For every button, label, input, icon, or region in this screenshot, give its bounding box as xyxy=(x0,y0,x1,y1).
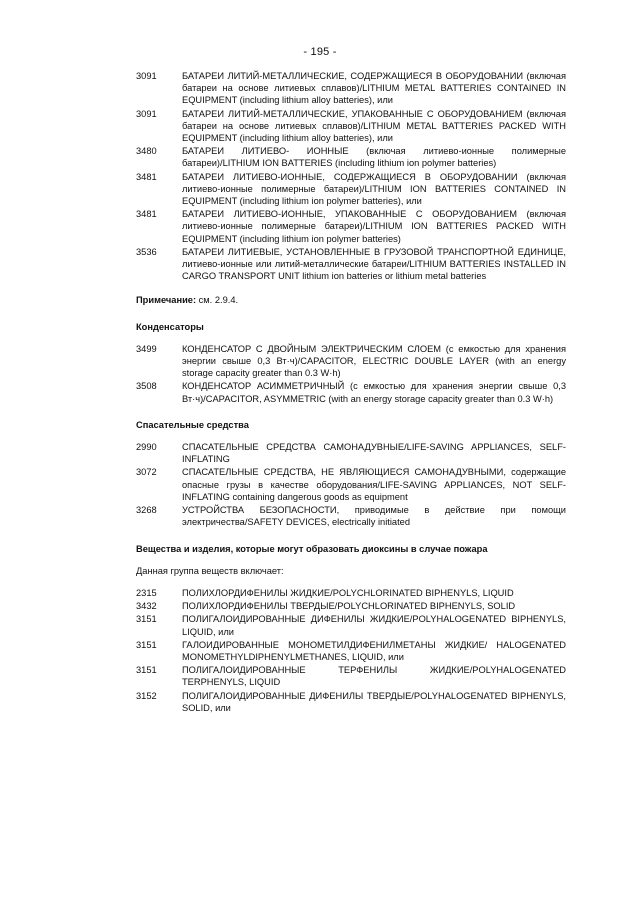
entry-text: ПОЛИГАЛОИДИРОВАННЫЕ ДИФЕНИЛЫ ТВЕРДЫЕ/POLYHALOGENATED BIPHENYLS, SOLID, или xyxy=(182,690,566,713)
un-number: 3481 xyxy=(136,209,157,220)
note-paragraph xyxy=(136,294,566,306)
un-number: 2315 xyxy=(136,587,157,598)
dioxin-list xyxy=(136,587,566,714)
note-text: см. 2.9.4. xyxy=(196,295,239,306)
list-item xyxy=(136,587,566,599)
list-item xyxy=(136,600,566,612)
entry-text: БАТАРЕИ ЛИТИЙ-МЕТАЛЛИЧЕСКИЕ, УПАКОВАННЫЕ С ОБОРУДОВАНИЕМ (включая батареи на основе литиевых сплавов)/LITHIUM METAL BATTERIES PACKED WITH EQUIPMENT (including lithium alloy batteries), или xyxy=(182,108,566,144)
list-item xyxy=(136,246,566,283)
entry-text: ПОЛИГАЛОИДИРОВАННЫЕ ТЕРФЕНИЛЫ ЖИДКИЕ/POLYHALOGENATED TERPHENYLS, LIQUID xyxy=(182,665,566,688)
un-number: 3091 xyxy=(136,71,157,81)
un-number: 3432 xyxy=(136,601,157,612)
un-number: 3151 xyxy=(136,639,157,650)
entry-text: БАТАРЕИ ЛИТИЕВЫЕ, УСТАНОВЛЕННЫЕ В ГРУЗОВОЙ ТРАНСПОРТНОЙ ЕДИНИЦЕ, литиево-ионные или литий-металлические батареи/LITHIUM BATTERIES INSTALLED IN CARGO TRANSPORT UNIT lithium ion batteries or lithium metal batteries xyxy=(182,246,566,282)
list-item xyxy=(136,108,566,145)
un-number: 3499 xyxy=(136,343,157,354)
entry-text: ПОЛИХЛОРДИФЕНИЛЫ ТВЕРДЫЕ/POLYCHLORINATED BIPHENYLS, SOLID xyxy=(182,601,516,612)
page-number: - 195 - xyxy=(303,46,337,58)
list-item xyxy=(136,441,566,465)
list-item xyxy=(136,171,566,208)
un-number: 3480 xyxy=(136,146,157,157)
un-number: 3151 xyxy=(136,665,157,676)
entry-text: БАТАРЕИ ЛИТИЕВО-ИОННЫЕ, УПАКОВАННЫЕ С ОБОРУДОВАНИЕМ (включая литиево-ионные полимерные батареи)/LITHIUM ION BATTERIES PACKED WITH EQUIPMENT (including lithium ion polymer batteries) xyxy=(182,209,566,244)
un-number: 3072 xyxy=(136,467,157,478)
un-number: 3091 xyxy=(136,108,157,119)
list-item xyxy=(136,343,566,380)
list-item xyxy=(136,145,566,169)
list-item xyxy=(136,664,566,688)
un-number: 3268 xyxy=(136,505,157,516)
list-item xyxy=(136,613,566,637)
battery-list xyxy=(136,70,566,282)
note-label: Примечание: xyxy=(136,295,197,306)
entry-text: КОНДЕНСАТОР АСИММЕТРИЧНЫЙ (с емкостью для хранения энергии свыше 0,3 Вт·ч)/CAPACITOR, ASYMMETRIC (with an energy storage capacity greater than 0.3 W·h) xyxy=(182,381,566,404)
list-item xyxy=(136,70,566,107)
list-item xyxy=(136,466,566,503)
un-number: 3151 xyxy=(136,614,157,625)
un-number: 3481 xyxy=(136,171,157,182)
lifesaving-list xyxy=(136,441,566,528)
entry-text: СПАСАТЕЛЬНЫЕ СРЕДСТВА, НЕ ЯВЛЯЮЩИЕСЯ САМОНАДУВНЫМИ, содержащие опасные грузы в качестве оборудования/LIFE-SAVING APPLIANCES, NOT SELF-INFLATING containing dangerous goods as equipment xyxy=(182,467,566,502)
entry-text: СПАСАТЕЛЬНЫЕ СРЕДСТВА САМОНАДУВНЫЕ/LIFE-SAVING APPLIANCES, SELF-INFLATING xyxy=(182,442,566,465)
entry-text: ПОЛИХЛОРДИФЕНИЛЫ ЖИДКИЕ/POLYCHLORINATED BIPHENYLS, LIQUID xyxy=(182,587,514,598)
section-heading-capacitors: Конденсаторы xyxy=(136,321,204,332)
entry-text: УСТРОЙСТВА БЕЗОПАСНОСТИ, приводимые в действие при помощи электричества/SAFETY DEVICES, electrically initiated xyxy=(182,505,566,528)
entry-text: БАТАРЕИ ЛИТИЕВО- ИОННЫЕ (включая литиево-ионные полимерные батареи)/LITHIUM ION BATTERIES (including lithium ion polymer batteries) xyxy=(182,146,566,169)
section-heading-lifesaving: Спасательные средства xyxy=(136,419,249,430)
page-content xyxy=(136,70,566,715)
section-intro: Данная группа веществ включает: xyxy=(136,565,284,576)
list-item xyxy=(136,504,566,528)
entry-text: КОНДЕНСАТОР С ДВОЙНЫМ ЭЛЕКТРИЧЕСКИМ СЛОЕМ (с емкостью для хранения энергии свыше 0,3 Вт·ч)/CAPACITOR, ELECTRIC DOUBLE LAYER (with an energy storage capacity greater than 0.3 W·h) xyxy=(182,343,566,379)
un-number: 3152 xyxy=(136,690,157,701)
un-number: 3536 xyxy=(136,246,157,257)
entry-text: ГАЛОИДИРОВАННЫЕ МОНОМЕТИЛДИФЕНИЛМЕТАНЫ ЖИДКИЕ/ HALOGENATED MONOMETHYLDIPHENYLMETHANES, LIQUID, или xyxy=(182,639,566,662)
entry-text: ПОЛИГАЛОИДИРОВАННЫЕ ДИФЕНИЛЫ ЖИДКИЕ/POLYHALOGENATED BIPHENYLS, LIQUID, или xyxy=(182,614,566,637)
capacitor-list xyxy=(136,343,566,405)
un-number: 2990 xyxy=(136,442,157,453)
section-heading-dioxins: Вещества и изделия, которые могут образовать диоксины в случае пожара xyxy=(136,543,488,554)
entry-text: БАТАРЕИ ЛИТИЕВО-ИОННЫЕ, СОДЕРЖАЩИЕСЯ В ОБОРУДОВАНИИ (включая литиево-ионные полимерные батареи)/LITHIUM ION BATTERIES CONTAINED IN EQUIPMENT (including lithium ion polymer batteries), или xyxy=(182,171,566,207)
list-item xyxy=(136,380,566,404)
list-item xyxy=(136,639,566,663)
un-number: 3508 xyxy=(136,381,157,392)
entry-text: БАТАРЕИ ЛИТИЙ-МЕТАЛЛИЧЕСКИЕ, СОДЕРЖАЩИЕСЯ В ОБОРУДОВАНИИ (включая батареи на основе литиевых сплавов)/LITHIUM METAL BATTERIES CONTAINED IN EQUIPMENT (including lithium alloy batteries), или xyxy=(182,71,566,106)
list-item xyxy=(136,208,566,245)
list-item xyxy=(136,690,566,714)
